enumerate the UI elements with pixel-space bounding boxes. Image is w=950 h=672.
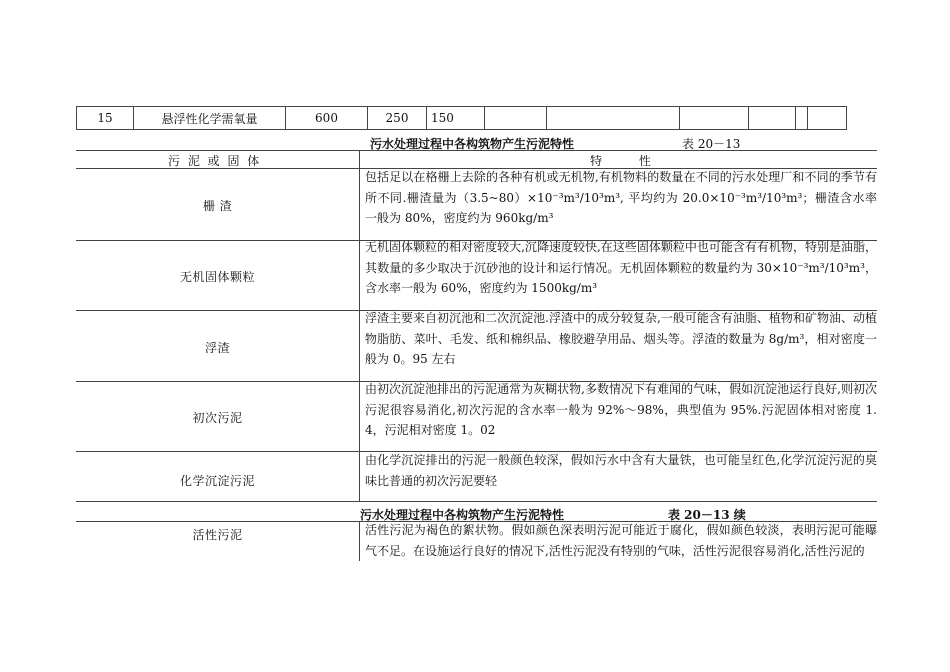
row-label-inorganic-grit: 无机固体颗粒 xyxy=(179,270,255,284)
table-title: 污水处理过程中各构筑物产生污泥特性 xyxy=(370,137,575,151)
table-title: 污水处理过程中各构筑物产生污泥特性 xyxy=(360,508,565,522)
row-description-inorganic-grit: 无机固体颗粒的相对密度较大,沉降速度较快,在这些固体颗粒中也可能含有有机物，特别是油脂，其数量的多少取决于沉砂池的设计和运行情况。无机固体颗粒的数量约为 30×10⁻³m³/10³m³，含水率一般为 60%，密度约为 1500kg/m³ xyxy=(365,240,877,295)
empty-cell xyxy=(680,107,749,130)
row-description-chemical-sludge: 由化学沉淀排出的污泥一般颜色较深，假如污水中含有大量铁，也可能呈红色,化学沉淀污泥的臭味比普通的初次污泥要轻 xyxy=(365,453,877,488)
value-cell: 250 xyxy=(368,107,427,130)
row-description-activated-sludge: 活性污泥为褐色的絮状物。假如颜色深表明污泥可能近于腐化，假如颜色较淡，表明污泥可能曝气不足。在设施运行良好的情况下,活性污泥没有特别的气味，活性污泥很容易消化,活性污泥的 xyxy=(365,523,877,558)
row-label-scum: 浮渣 xyxy=(204,341,230,355)
column-divider xyxy=(359,521,360,561)
empty-cell xyxy=(796,107,808,130)
table-rule xyxy=(76,150,877,151)
row-description-screenings: 包括足以在格栅上去除的各种有机或无机物,有机物料的数量在不同的污水处理厂和不同的季节有所不同.栅渣量为（3.5~80）×10⁻³m³/10³m³, 平均约为 20.0×10⁻³m³/10³m³；栅渣含水率一般为 80%，密度约为 960kg/m³ xyxy=(365,170,877,225)
row-label-screenings: 栅 渣 xyxy=(202,199,233,213)
column-header-material: 污 泥 或 固 体 xyxy=(168,154,262,168)
item-name-cell: 悬浮性化学需氧量 xyxy=(134,107,286,130)
column-divider xyxy=(359,150,360,501)
table-number: 表 20－13 续 xyxy=(668,508,746,522)
value-cell: 600 xyxy=(286,107,368,130)
column-header-characteristics: 特 性 xyxy=(590,154,653,168)
empty-cell xyxy=(485,107,547,130)
row-label-activated-sludge: 活性污泥 xyxy=(192,528,243,542)
row-label-chemical-sludge: 化学沉淀污泥 xyxy=(179,474,255,488)
continuation-row xyxy=(76,106,847,130)
row-number-cell: 15 xyxy=(77,107,134,130)
table-rule xyxy=(76,501,877,502)
value-cell: 150 xyxy=(427,107,485,130)
row-label-primary-sludge: 初次污泥 xyxy=(192,411,243,425)
empty-cell xyxy=(749,107,796,130)
empty-cell xyxy=(808,107,847,130)
row-description-scum: 浮渣主要来自初沉池和二次沉淀池.浮渣中的成分较复杂,一般可能含有油脂、植物和矿物油、动植物脂肪、菜叶、毛发、纸和棉织品、橡胶避孕用品、烟头等。浮渣的数量为 8g/m³，相对密度一般为 0。95 左右 xyxy=(365,311,877,366)
table-number: 表 20－13 xyxy=(682,137,741,151)
empty-cell xyxy=(547,107,680,130)
row-description-primary-sludge: 由初次沉淀池排出的污泥通常为灰糊状物,多数情况下有难闻的气味，假如沉淀池运行良好,则初次污泥很容易消化,初次污泥的含水率一般为 92%～98%，典型值为 95%.污泥固体相对密度 1.4，污泥相对密度 1。02 xyxy=(365,382,877,437)
